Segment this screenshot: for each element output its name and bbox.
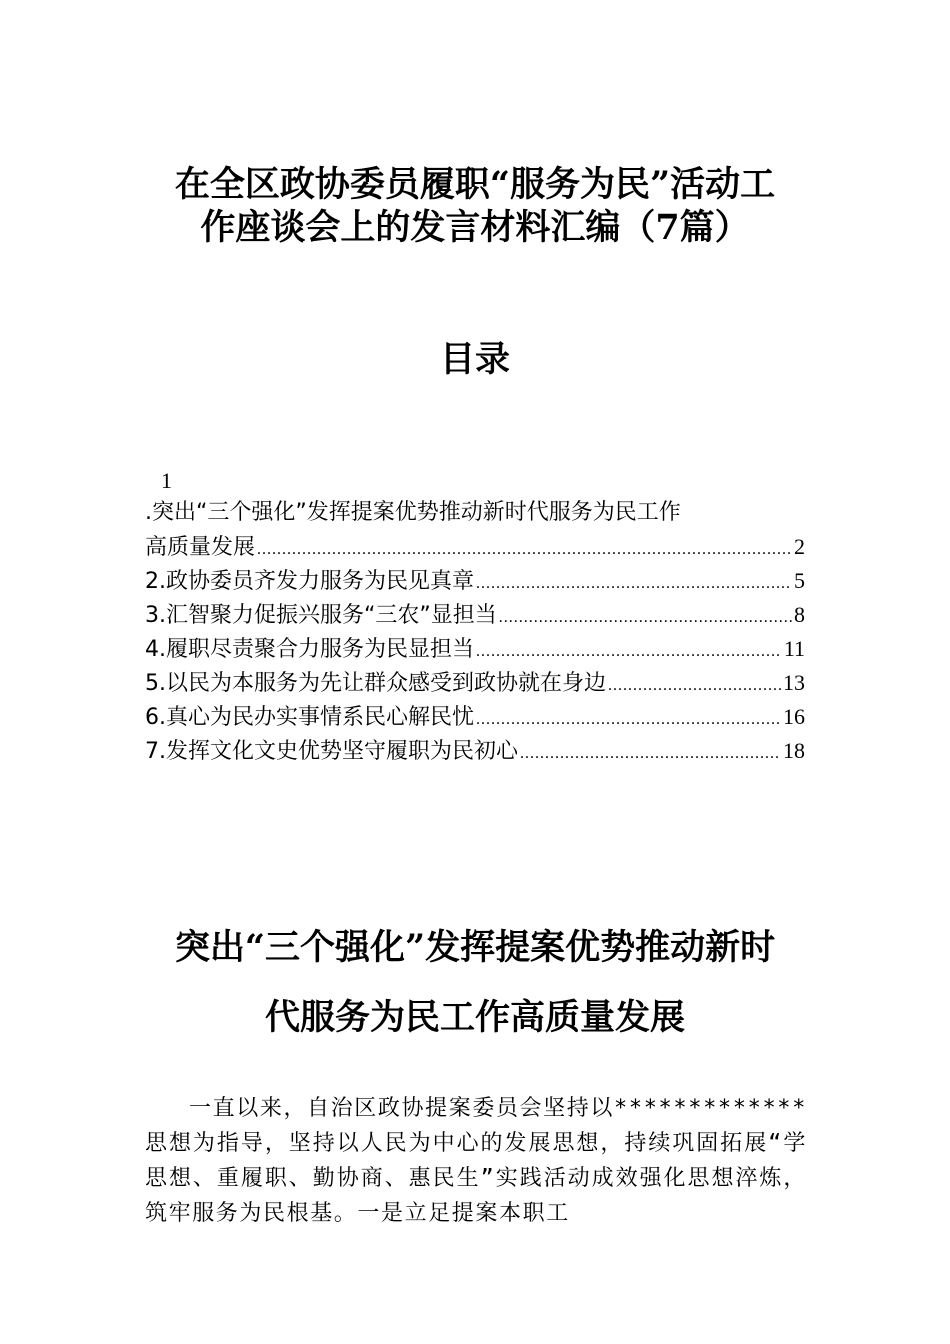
toc-page-number: 18 xyxy=(783,738,805,763)
toc-item-6[interactable] xyxy=(145,700,805,734)
toc-item-text: 3.汇智聚力促振兴服务“三农”显担当 xyxy=(145,603,497,628)
toc-leader-dots xyxy=(520,737,781,771)
document-title-line-1: 在全区政协委员履职“服务为民”活动工 xyxy=(174,164,776,205)
toc-item-5[interactable] xyxy=(145,666,805,700)
toc-item-1[interactable] xyxy=(145,530,805,564)
toc-item-4[interactable] xyxy=(145,632,805,666)
toc-item-3[interactable] xyxy=(145,598,805,632)
toc-item-text: 4.履职尽责聚合力服务为民显担当 xyxy=(145,637,474,662)
toc-page-number: 16 xyxy=(783,704,805,729)
toc-leader-dots xyxy=(257,533,792,567)
toc-leader-dots xyxy=(476,703,781,737)
toc-heading: 目录 xyxy=(439,339,510,380)
toc-item-text: 高质量发展 xyxy=(145,535,256,560)
article-title-line-1: 突出“三个强化”发挥提案优势推动新时 xyxy=(174,927,776,968)
document-title-line-2: 作座谈会上的发言材料汇编（7篇） xyxy=(200,207,750,248)
toc-page-number: 11 xyxy=(783,636,805,661)
toc-item-text: 7.发挥文化文史优势坚守履职为民初心 xyxy=(145,739,518,764)
article-title-line-2: 代服务为民工作高质量发展 xyxy=(264,997,685,1038)
article-body-paragraph: 一直以来，自治区政协提案委员会坚持以*************思想为指导，坚持以人民为中心的发展思想，持续巩固拓展“学思想、重履职、勤协商、惠民生”实践活动成效强化思想淬炼，筑牢服务为民根基。一是立足提案本职工 xyxy=(145,1096,807,1226)
toc-page-number: 13 xyxy=(783,670,805,695)
table-of-contents xyxy=(145,466,805,768)
toc-item-1-line-1[interactable] xyxy=(145,496,805,530)
toc-page-number: 5 xyxy=(794,568,805,593)
toc-leader-dots xyxy=(476,635,782,669)
toc-leader-dots xyxy=(476,567,792,601)
toc-page-number: 2 xyxy=(794,534,805,559)
toc-page-number: 8 xyxy=(794,602,805,627)
toc-item-text: .突出“三个强化”发挥提案优势推动新时代服务为民工作 xyxy=(145,500,681,525)
toc-item-7[interactable] xyxy=(145,734,805,768)
toc-leader-dots xyxy=(499,601,792,635)
toc-item-1-number[interactable]: 1 xyxy=(161,468,172,493)
toc-item-text: 5.以民为本服务为先让群众感受到政协就在身边 xyxy=(145,671,606,696)
toc-item-text: 6.真心为民办实事情系民心解民忧 xyxy=(145,705,474,730)
toc-leader-dots xyxy=(608,669,781,703)
toc-item-text: 2.政协委员齐发力服务为民见真章 xyxy=(145,569,474,594)
toc-item-2[interactable] xyxy=(145,564,805,598)
